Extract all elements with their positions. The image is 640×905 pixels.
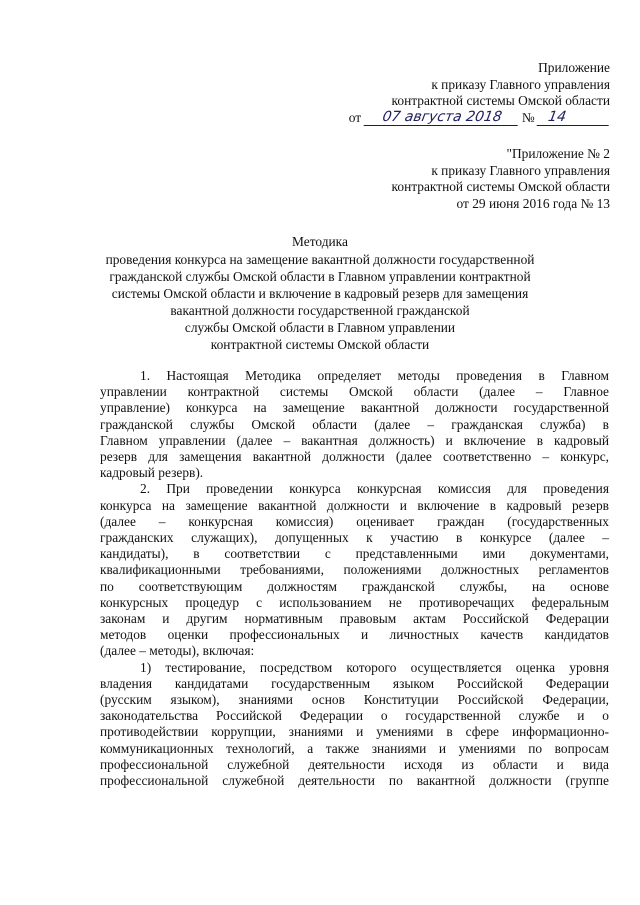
text-line: 1. Настоящая Методика определяет методы проведения в Главном [140,368,609,383]
handwritten-number: 14 [537,110,612,126]
text-line: конкурсных процедур с использованием не противоречащих федеральным [100,594,609,610]
text-line: противодействии коррупции, знаниями и умениями в сфере информационно- [100,724,609,740]
text-line: законам и другим нормативным правовым актам Российской Федерации [100,611,609,627]
text-line: профессиональной служебной деятельности по вакантной должности (группе [100,773,609,789]
text-line: Главном управлении (далее – вакантная должность) и включение в кадровый [100,432,609,448]
appendix-1-line-1: Приложение [538,60,610,75]
text-line: квалификационными требованиями, положениями должностных регламентов [100,562,609,578]
text-line: коммуникационных технологий, а также знаниями и умениями по вопросам [100,740,609,756]
text-line: по соответствующим должностям гражданской службы, на основе [100,578,609,594]
text-line: гражданских служащих), допущенных к участию в конкурсе (далее – [100,530,609,546]
title-heading: Методика [292,234,348,249]
appendix-1-date-line [349,110,610,128]
title-line: вакантной должности государственной гражданской [170,303,470,318]
document-body [100,368,609,789]
text-line: 1) тестирование, посредством которого осуществляется оценка уровня [140,659,609,675]
paragraph-2-item-1 [100,660,609,790]
text-line: (русским языком), знаниями основ Конституции Российской Федерации, [100,692,609,708]
text-line: (далее – конкурсная комиссия) оценивает граждан (государственных [100,513,609,529]
text-line: кандидаты), в соответствии с представленными ими документами, [100,546,609,562]
appendix-2-header [392,146,610,212]
paragraph-2 [100,481,609,659]
title-line: проведения конкурса на замещение вакантной должности государственной [105,252,535,267]
title-line: службы Омской области в Главном управлении [184,320,456,335]
text-line: владения кандидатами государственным языком Российской Федерации [100,675,609,691]
appendix-2-line-4: от 29 июня 2016 года № 13 [456,195,610,211]
appendix-1-line-2: к приказу Главного управления [431,76,610,92]
text-line: (далее – методы), включая: [100,643,255,659]
document-title [80,233,560,353]
text-line: 2. При проведении конкурса конкурсная комиссия для проведения [140,481,609,497]
text-line: кадровый резерв). [100,465,204,481]
appendix-2-line-1: "Приложение № 2 [506,146,610,161]
title-line: гражданской службы Омской области в Главном управлении контрактной [109,269,531,284]
number-label: № [521,109,535,125]
paragraph-1 [100,368,609,481]
title-line: системы Омской области и включение в кадровый резерв для замещения [111,286,529,301]
text-line: гражданской службы Омской области (далее – гражданская служба) в [100,416,609,432]
handwritten-date: 07 августа 2018 [363,110,520,126]
from-label: от [348,109,362,125]
text-line: управление) конкурса на замещение вакантной должности государственной [100,400,609,416]
text-line: управлении контрактной системы Омской области (далее – Главное [100,384,609,400]
text-line: методов оценки профессиональных и личностных качеств кандидатов [100,627,609,643]
appendix-1-header [349,60,610,128]
text-line: профессиональной служебной деятельности исходя из области и вида [100,756,609,772]
text-line: законодательства Российской Федерации о государственной службе и о [100,708,609,724]
text-line: конкурса на замещение вакантной должности и включение в кадровый резерв [100,497,609,513]
appendix-1-line-3: контрактной системы Омской области [391,93,610,108]
appendix-2-line-2: к приказу Главного управления [431,162,610,178]
title-line: контрактной системы Омской области [210,337,430,352]
appendix-2-line-3: контрактной системы Омской области [391,179,610,194]
text-line: резерв для замещения вакантной должности (далее соответственно – конкурс, [100,449,609,465]
